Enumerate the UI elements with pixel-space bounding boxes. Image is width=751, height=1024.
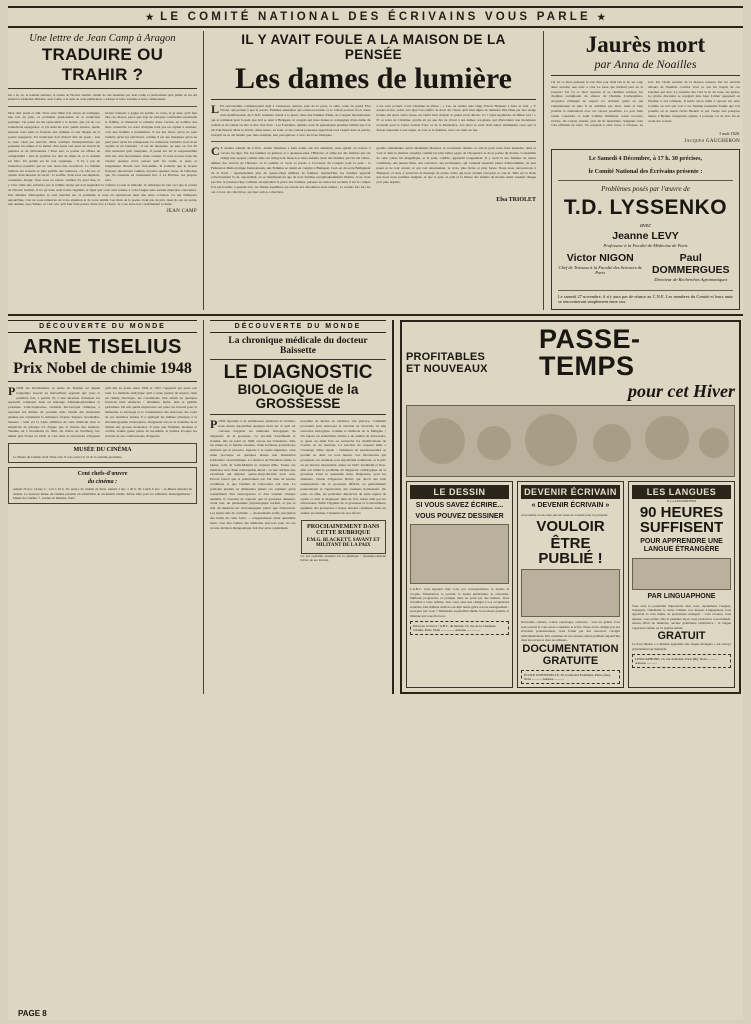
dames-col1: LES retrouvailles commençaient déjà à s'annoncer, debout, près de la porte, la salle, toute de grand Elsa Triolet, qui prenait à peu la parole. Femmes entendues qui s'entre-racontent ce le roman pouvait avoir relaté cette manifestation du C.N.E. hommes cèdent à la place; dans une femmes d'âme, au Congrès internationale qui se terminait pour la paix que doit se tenir à Budapest, le congrès qui nous dames et compagnes d'une dame du roulent et du roman où elle la dire d'un livre : Les Fontaines, animés, dont ils agisselaient pendant s'utilité que l'on dit d'un Eluard. Mais le devoir, d'une heure, au fond, et les connaît poétesses apprécient tous l'esprit dans la parole, lorsqu'il ne se dit bientôt que, mes exemple, leur perceptions, à avec les bons fabriqués. xyxy=(211,101,371,137)
ad-les-langues[interactable] xyxy=(628,481,735,688)
column-medical xyxy=(204,320,394,694)
ads-header xyxy=(406,326,735,402)
prochainement-box xyxy=(301,520,387,554)
traduire-intro: On a lu, on, la traduire derniere, le roman de Nicolas Guillen, traduit de très ensemble par Jean Camp et préfacement qu'il publié en lui qui entend la traduction littéraire. Jean Camp, à la suite de cette publication, a adressé la lettre suivante à notre collaborateur. xyxy=(8,93,197,102)
ads-head-line2: ET NOUVEAUX xyxy=(406,363,488,375)
dames-col3: CE dernier samedi du C.N.E., André Wurmser a bien voulu, sur ma demande, nous guider au travers à travers les âges. Par des femmes en général, et à quelques-unes, l'Histoire, et aidée par des femmes qui ont rédigé leur épopée comme elles ont rédigé leur maison et leurs enfants, mais des femmes qui ont été vôtres-mêmes des œuvres de l'histoire. Je le somme ce avoir sa parole à l'occasion du Congrès pour la paix : la Fédération Démocratique Internationale des Femmes se réunit en congrès à Budapest. Ceci est du sorte Belligérant de la Paris : représentantes plus de quatre-vingt millions de femmes. Aujourd'hui, les femmes apparaît collectivement là où, aujourd'hui, on se manifesteront que de trois femmes exceptionnellement illustre. Je ne crois pas être ni-j'assiste-l'âge combien exceptionnel la place des femmes, puisque en toutes les sociétés il est la compte fort par-trouble, à présent avec les faibles équilibres qui savent des dévolution leurs dames ; le voulais fort fort les ont à force de collectives, par leur action collectives. xyxy=(211,144,371,194)
speaker-role-1: Professeur à la Faculté de Médecine de Paris xyxy=(603,243,688,248)
traduire-signature: JEAN CAMP xyxy=(166,209,197,215)
ad-3-title: LES LANGUES xyxy=(632,485,731,499)
lyssenko-avec: avec xyxy=(640,223,651,229)
speaker-role-2: Chef de Travaux à la Faculté des Sciences de Paris xyxy=(558,265,642,275)
ad-le-dessin[interactable] xyxy=(406,481,513,688)
ads-head-big: PASSE-TEMPS xyxy=(539,324,641,381)
ad-1-coupon[interactable]: Envoyez ce bon à : A.B.C. du Dessin, 12, rue de la Chaussée-d'Antin, Paris. Nom ................ Adresse ................ xyxy=(410,621,509,635)
ads-head-line1: PROFITABLES xyxy=(406,351,485,364)
lyssenko-subject: Problèmes posés par l'œuvre de xyxy=(601,185,690,193)
ad-2-image xyxy=(521,569,620,617)
musee-cinema-text: Le Musée du Cinéma vient d'être créé. Il sera ouvert le 22 de la semaine prochaine. xyxy=(13,455,123,460)
jaures-poem: J'ai vu ce mort puissant le soir d'un jour d'été Où le lit, un coup amer arrache, une toile à côté Le beau qui dormait près de la pourpre! J'ai vu ce mort superbe et sa chambre sonnore Un chambre s'emplissait du silence de l'homme L'atmosphère, arrogance échangée de respect Ce dormeur gratte en qui s'emplissaient ni plus Il ne semblait pas mort, mais si bien proibilé Il s'entendrait avec les choses possibles. La jour d'été venait construire ce seuil Comme l'immense océan recouvre l'orbite. On restait, instant, près du lit meurtrière, Sanglant cette voix affirmée de taire. Un songeait à cette force, à l'ivresse, au sort. Par l'éveil escalier de la maison sonnore Par les anciens détours de l'humble corridor Tout ce qui fut l'esprit de ces bouches qui dort, Le tonnerre des voix le lit du nous, les gestes, Le glaive discutant se rejoignit plus haut L'éther appreneil ou l'hymne à son tombeau, Il tenda qu'on remit à reposer sur terre Comme on voit que voir à ces flamme tranquille Tandis que l'on posaille où se réunit l'écho Bientôt le pur visage aux pourpres lentes, L'Hymne s'engendra, agitate, à ponctue, Ce de bois fut en avant des croisés. xyxy=(551,80,740,128)
traduire-body: Mon cher poète et ami, Vous avez mille fois raison de souligner, une fois de plus, ce problème passionnant de la traduction poétique. J'ai passé un bel après-midi à la lecture que j'ai de vos traductions espagnoles, et j'ai senti les avec quelle aisance, quelle justesse vous pliez le français aux rythmes et aux images de la poésie espagnole. Un traducteur doit d'abord être un poète : tout le reste vient par surcroît. Mais combien d'interprétations qui prennent les armes et le métier d'un poète réel pour un travail de patience et de dictionnaire ! Pour eux, la poésie est affaire de comptabilité : tant de syllabes ici, tant de rimes là, et la somme est faite. Un poème est un tout organique : il n'y a pas de traduction possible qui ne soit aussi une recréation. La fidélité littérale est souvent la plus perfide des trahisons, car elle tue ce qu'elle avait mission de servir : le souffle. Vous avez osé déplacer, condenser, élargir. Vous avez eu raison. Guillen n'y perd rien, le lecteur français y gagne un poème. Je crois, et je sens, qu'il faut dire ces choses, parce que trop de critiques confondent exactitude et fidélité, et mesurent la réussite d'une version au nombre des mots conservés. Le texte d'origine n'est pas un capital à restituer, c'est une flamme à transmettre. Il est des livres qu'on ne peut traduire qu'en les réécrivant, comme il est des musiques qu'on ne peut jouer qu'en les transposant. Le traducteur véritable n'est ni un copiste ni un faussaire : il est un interprète, au sens où l'on dit d'un musicien qu'il interprète. Il prend sur lui la responsabilité d'un ton, d'un mouvement, d'une couleur. Si vous trouvez dans ma version quelque écart, pensez qu'il fut voulu, et pesé, et longuement discuté avec moi-même. Je souhaite que le lecteur français, découvrant Guillen, éprouve quelque chose de l'émotion que j'ai ressentie en l'entendant lire, à La Havane, ses propres vers. xyxy=(8,110,197,183)
ad-1-title: LE DESSIN xyxy=(410,485,509,499)
column-tiselius xyxy=(8,320,204,1018)
divider xyxy=(8,106,197,107)
column-ads xyxy=(394,320,741,694)
medical-title-2: BIOLOGIQUE de la GROSSESSE xyxy=(210,383,386,415)
ads-head-italic: pour cet Hiver xyxy=(628,381,735,401)
jaures-date: 3 août 1920. xyxy=(718,131,740,137)
ads-illustration xyxy=(406,405,735,477)
article-headline-jaures: Jaurès mort xyxy=(585,32,706,57)
column-dames xyxy=(204,31,544,310)
ad-2-title: DEVENIR ÉCRIVAIN xyxy=(521,485,620,499)
lyssenko-note: Le samedi 27 novembre, il n'y aura pas de séance au C.N.E. Les membres du Comité et leurs amis se rencontreront simplement entre eux. xyxy=(558,290,733,304)
dames-col4: grande comédienne qu'est Madeleine Renaud, se trouvèrent réunies ce soir-là pour nous faire entendre, dans la voix et dans la matière actuelles comme les plus belles pages de l'éloquence et de la poésie du monde. L'ensemble de cette soirée fut magnifique, et la salle, comble, applaudit longuement. Il y avait là des femmes de toutes conditions, des jeunes filles, des ouvrières, des professeurs, qui venaient entendre parler d'elles-mêmes, de leur passé et de leur avenir, et qui s'en retournaient, je crois, plus fières et plus fortes. Nous nous retrouverons à Budapest, et nous y porterons le message de toutes celles qui nous avaient envoyées ce soir-là. Telle est la tâche que nous nous sommes assignée, et que la paix, le pain et la liberté des enfants du monde entier rendent chaque jour plus urgente. xyxy=(376,146,536,185)
page-number: PAGE 8 xyxy=(18,1009,47,1018)
ad-3-big: 90 HEURES SUFFISENT xyxy=(639,504,724,537)
cent-chefs-text: samedi 20 nov. Classe 2 : voir à 20 h. 30, séance du cinéma de Paris, samedi 4 déc. à 20 h. 30. Lundi 6 nov. : au Musée national du cinéma. Le nouveau musée du Cinéma présente un échantillon de documents inédits. Entrée libre pour les adhérents. Renseignements : Musée du Cinéma, 7, avenue de Messine, Paris. xyxy=(13,487,192,501)
prochainement-title: PROCHAINEMENT DANS CETTE RUBRIQUE xyxy=(307,523,380,536)
ad-3-mid: PAR LINGUAPHONE xyxy=(647,592,716,600)
ad-2-text: Nouvelles, romans, contes, reportages, scénarios : tous les genres vous sont ouverts si vous savez construire et écrire. Notre école, dirigée par des écrivains professionnels, vous forme par des exercices corrigés individuellement. Des centaines de nos anciens élèves publient aujourd'hui dans les revues et chez les éditeurs. xyxy=(521,620,620,643)
medical-foot: Ce qui capitalité essentiel sur la génétique : lyssenguo-mendel brèves de ses travaux. xyxy=(300,553,386,563)
ad-3-sub: Il y a AUJOURD'HUI xyxy=(666,499,697,503)
medical-col-b: propriété de mettre en évidence très précoce. Comment procèdent pour antici-per la réaction de Snowick, ici une rencontre biologique. Comme la méthode de la Mangine ? On injecte un échantillon d'urine à un animal de laboratoire, et après un délai fixé on recherche les modifications de l'ovaire ou du testicule. La réaction du crapaud mâle a l'avantage d'être rapide : l'émission de spermatozoïdes se produit en deux ou trois heures. Les laboratoires qui pratiquent ces examens sont aujourd'hui nombreux, et le prix en est devenu raisonnable. Ainsi, en 1947, Aschheim et Kon-drik ont réfuté le problème du diagnostic radiologique de la grossesse avant le quatrième mois. Rappelons, pour les amateurs, l'étude d'Ogarreux Bertil, qui décrit des faits remarquables sur la grossesse difficile ou partiellement passionnante et l'application des examens hormonaux. On reste, en effet, les praticiens dépourvus de toute espèce de repère et dont le diagnostic tient de l'art, laissé utile par les laboratoires. Enfin l'hygiène de la grossesse et la surveillance régulière des grossesses à risque doivent constituer, dans les années prochaines, l'essentiel de nos efforts. xyxy=(300,419,386,516)
tiselius-title: ARNE TISELIUS xyxy=(23,336,182,358)
masthead xyxy=(8,6,743,28)
paper-sheet xyxy=(8,6,743,1020)
cent-chefs-title: Cent chefs-d'œuvre xyxy=(77,471,128,478)
ad-3-coupon[interactable]: LINGUAPHONE, 14, rue de Rome, Paris (8e). Nom ............ Adresse ............ xyxy=(632,654,731,668)
lyssenko-date: Le Samedi 4 Décembre, à 17 h. 30 précises, xyxy=(588,155,703,163)
jaures-signature: Jacques GAUCHERON xyxy=(684,139,740,145)
ad-2-free: DOCUMENTATION GRATUITE xyxy=(522,642,619,667)
dames-kicker: IL Y AVAIT FOULE A LA MAISON DE LA PENSÉE xyxy=(241,32,506,62)
banner-decouverte-right: DÉCOUVERTE DU MONDE xyxy=(210,320,386,333)
column-traduire xyxy=(8,31,204,310)
ad-2-sub2: est possible à tous ceux qui ont assez de volonté pour s'y préparer. xyxy=(521,513,609,518)
article-headline-traduire: TRADUIRE OU TRAHIR ? xyxy=(8,45,197,89)
ad-2-big2: ÊTRE PUBLIÉ ! xyxy=(538,535,603,568)
banner-decouverte-left: DÉCOUVERTE DU MONDE xyxy=(8,320,197,333)
jaures-subhead: par Anna de Noailles xyxy=(551,57,740,76)
ad-2-big1: VOULOIR xyxy=(536,518,605,536)
masthead-title: LE COMITÉ NATIONAL DES ÉCRIVAINS VOUS PARLE xyxy=(160,11,591,23)
medical-title-1: LE DIAGNOSTIC xyxy=(223,362,373,383)
ad-1-sub2: VOUS POUVEZ DESSINER xyxy=(415,513,504,521)
tiselius-body: POUR les biochimistes, le terme de Tiselius est depuis longtemps associé au merveilleux appareil qui, pour la première fois, a permis d'y a une décennie d'analyser les appareils composés dans un mélange d'immunoglobulines et protéines. L'électrophorèse, véritable microscopie chimique, a repoussé les limites du possible dans l'étude des molécules géantes qui constituent la substance vivante. Séparer, reconnaître, mesurer : telle est la triple ambition de cette méthode dont la simplicité de principe n'a d'égale que la finesse des résultats. Tiselius, né à Stockholm en 1902, fut l'élève de Svedberg, lui-même prix Nobel en 1926, et c'est dans le laboratoire d'Uppsala qu'il mit au point, entre 1930 et 1937, l'appareil qui porte son nom. La méthode analytique qu'il a créée permet de séparer, dans un champ électrique, les constituants d'un sérum en quelques fractions bien distinctes : albumine, alpha, bêta et gamma globulines. On sait quelle importance ont prise ces travaux pour la médecine, la sérologie et la connaissance des anticorps. Au cours de ces dernières années il a appliqué les mêmes principes à la chromatographie d'adsorption, élargissant encore le domaine de la chimie des grosses molécules. Il reste que l'homme, modeste et cordial, n'aime guère parler de lui-même, et préfère évoquer les travaux de ses collaborateurs d'Uppsala. xyxy=(8,384,197,439)
article-kicker: Une lettre de Jean Camp à Aragon xyxy=(29,33,176,44)
ads-header-text xyxy=(406,352,534,376)
ad-1-image xyxy=(410,524,509,584)
ad-3-sub2: POUR APPRENDRE UNE LANGUE ÉTRANGÈRE xyxy=(640,538,723,554)
ad-3-text: Vous avez la possibilité d'apprendre chez vous, rapidement, l'anglais, l'espagnol, l'allemand, le russe, l'italien. Les disques Linguaphone vous apportent la voix même de professeurs étrangers : vous écoutez, vous répétez, vous parlez. Dès la première leçon vous prononcez correctement. Aucun effort de mémoire, aucune grammaire rébarbative : la langue s'apprend comme on l'a apprise enfant. xyxy=(632,603,731,630)
divider xyxy=(211,141,536,142)
dames-col2: à les voix portent. C'est Christine de Pisan : « Las, ne cuidez ains vingt d'avoir Honneur à faire le solé. » Y aurons-tu lire, selon cela Que l'on souffre de droit ail, Chose qu'il bien digne de mémoire Des Dieu par une vierge honnie Ait après vente chose, est vérité Tant d'espoir le grand avoir dévote. Ce ? Quel Apothéose où fâmes lors ! » Et ce texte de Christine, qu'elle ait pu que dès de vivoir à ses dames con-gistes, qui d'introduire une moisissure nouvelle pour le bonne Jeanne d'Arc et de la Résistance. Les mots la cœur était autres maintenant ceux que la Parole répondait à son règne, la voix et la manière, avec ces traits de feu. xyxy=(376,103,536,132)
cent-chefs-sub: du cinéma : xyxy=(87,479,118,486)
ad-3-free: GRATUIT xyxy=(657,630,706,643)
medical-col-a: POUR répondre à de nombreuses questions de lecteurs, nous dirons aujourd'hui quelques mots sur ce qu'il est convenu d'appeler les méthodes biologiques du diagnostic de la grossesse. Le procédé d'Aschheim et Zondek, mis au point en 1928, repose sur l'existence, dans les urines de la femme enceinte, d'une hormone gonadotrope élaborée par le placenta. Injectée à la souris impubère, cette urine provoque en quelques heures une maturation folliculaire caractéristique. La réaction de Friedman utilise la lapine, celle de Galli-Mainini le crapaud mâle. Toutes ces méthodes sont d'une remarquable sûreté : on leur attribue une exactitude qui dépasse quatre-vingt-dix-huit pour cent. Encore faut-il que le prélèvement soit fait dans de bonnes conditions et que l'animal de laboratoire soit sain. Le praticien prudent ne demandera jamais ces examens qu'en complément d'un interrogatoire et d'un examen clinique attentifs. Il convient de rappeler que la grossesse demeure, avant tout, un phénomène physiologique normal, et que le rôle du médecin est d'accompagner plutôt que d'intervenir. Les signes dits de certitude — mouvements actifs, perception des bruits du cœur fœtal — n'apparaissent qu'au quatrième mois; c'est dire l'utilité des méthodes précoces pour les cas où une décision thérapeutique doit être prise rapidement. xyxy=(210,417,296,530)
tiselius-subtitle: Prix Nobel de chimie 1948 xyxy=(8,360,197,382)
musee-cinema-title: MUSÉE DU CINÉMA xyxy=(73,447,132,454)
dames-signature: Elsa TRIOLET xyxy=(496,196,536,203)
ad-3-free-sub: Le livre illustré « Comment apprendre une langue étrangère » est envoyé gratuitement sur demande. xyxy=(632,642,731,651)
divider xyxy=(558,180,733,181)
ads-grid xyxy=(406,481,735,688)
prochainement-sub: P.M.G. BLACKETT, SAVANT ET MILITANT DE LA PAIX xyxy=(306,537,380,548)
ad-3-image xyxy=(632,558,731,590)
chronique-banner: La chronique médicale du docteur Baissette xyxy=(210,336,386,360)
lyssenko-announcement xyxy=(551,149,740,310)
speaker-name-3: Paul DOMMERGUES xyxy=(651,252,730,276)
lower-zone xyxy=(8,320,743,1018)
traduire-body-end: y votre traité une autrefois que la rythme donne qui doit engendrer la cadence à toute sa mélodie. Je remarque de tout ceci que le sonnet de Nicolas Guillen, il n'a pu dans cette forme régulière et figée que vous avez rendue à votre langue sans aucune mauvaise conscience. Des dizaines d'interprètes se sont penchés sur ce problème et nous en reparlerons dans une autre occasion. Ce qui m'importe aujourd'hui, c'est de vous remercier de votre attention et de votre amitié. Les mots de la poésie n'ont pas de prix, mais ils ont un poids, une densité, une chaleur, et c'est cela qu'il faut faire passer d'une rive à l'autre. Je vous serre très cordialement la main. xyxy=(8,183,197,207)
ad-devenir-ecrivain[interactable] xyxy=(517,481,624,688)
ad-2-coupon[interactable]: ÉCOLE UNIVERSELLE, 59, boulevard Exelmans, Paris (16e). Nom ............ Adresse ............ xyxy=(521,670,620,684)
speaker-name-1: Jeanne LEVY xyxy=(612,230,679,242)
speaker-name-2: Victor NIGON xyxy=(566,252,634,264)
star-icon: ★ xyxy=(597,12,606,22)
cent-chefs-doeuvre-box xyxy=(8,467,197,504)
lyssenko-title: T.D. LYSSENKO xyxy=(563,196,728,219)
star-icon: ★ xyxy=(145,12,154,22)
lyssenko-presenter: le Comité National des Écrivains présente : xyxy=(588,167,703,175)
article-headline-dames: Les dames de lumière xyxy=(211,64,536,100)
top-zone xyxy=(8,31,743,316)
ad-1-sub: SI VOUS SAVEZ ÉCRIRE... xyxy=(415,502,504,509)
column-jaures xyxy=(544,31,740,310)
ad-2-sub: « DEVENIR ÉCRIVAIN » xyxy=(531,502,610,509)
speaker-role-3: Directeur de Recherches Agronomiques xyxy=(654,277,728,282)
musee-cinema-box xyxy=(8,443,197,463)
ad-1-text: L'A.B.C. vous apprend chez vous, par correspondance, le dessin, le croquis, l'illustration, le portrait, le dessin publicitaire, la caricature. Méthode progressive et pratique mise au point par des maîtres. Vous travaillez à votre rythme, chez vous, sans rien changer à vos occupations actuelles. Des milliers d'élèves ont déjà réussi grâce à notre enseignement : pourquoi pas vous ? Demandez aujourd'hui même la brochure gratuite et illustrée qui vous dira tout. xyxy=(410,587,509,618)
ads-block xyxy=(400,320,741,694)
